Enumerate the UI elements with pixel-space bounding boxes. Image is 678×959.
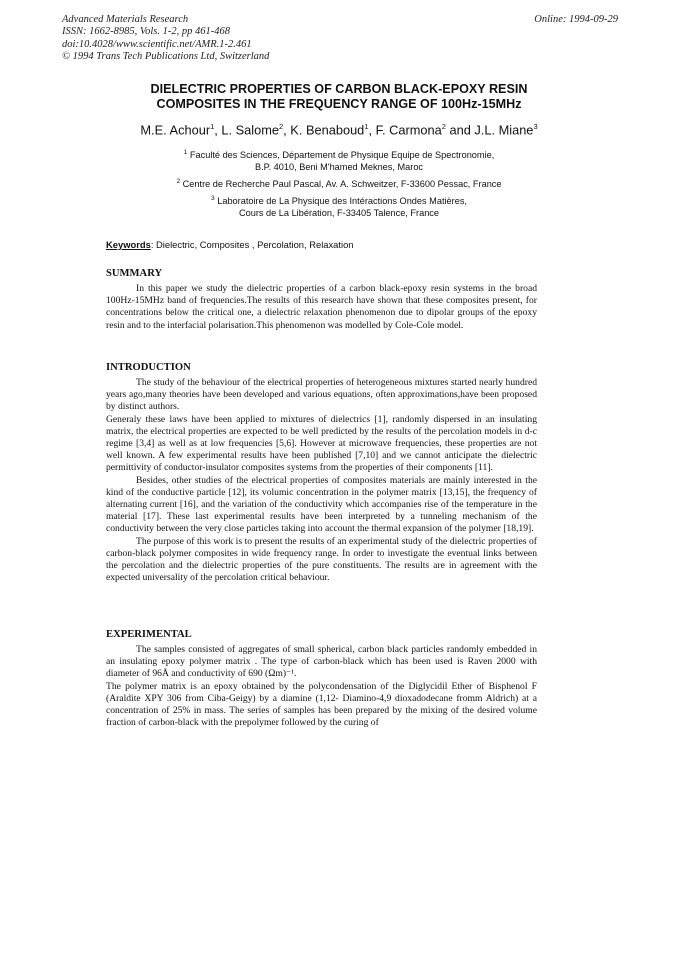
paper-title xyxy=(0,82,678,112)
keywords-label: Keywords xyxy=(106,239,151,250)
experimental-paragraph: The samples consisted of aggregates of small spherical, carbon black particles randomly embedded in an insulating epoxy polymer matrix . The type of carbon-black which has been used is Raven 2000 with diameter of 96Å and conductivity of 690 (Ωm)⁻¹. xyxy=(106,644,537,680)
summary-heading: SUMMARY xyxy=(106,268,163,279)
introduction-paragraph: The study of the behaviour of the electrical properties of heterogeneous mixtures started nearly hundred years ago,many theories have been developed and various equations, often approximations,have been proposed by distinct authors. xyxy=(106,377,537,413)
introduction-paragraph: The purpose of this work is to present the results of an experimental study of the dielectric properties of carbon-black polymer composites in wide frequency range. In order to investigate the eventual links between the percolation and the dielectric properties of the pure constituents. The results are in agreement with the expected universality of the percolation critical behaviour. xyxy=(106,535,537,584)
introduction-paragraph: Besides, other studies of the electrical properties of composites materials are mainly interested in the kind of the conductive particle [12], its volumic concentration in the polymer matrix [13,15], the frequency of alternating current [16], and the variation of the conductivity which accompanies rise of the temperature in the material [17]. These last experimental results have been interpreted by a tunneling mechanism of the conductivity between the very close particles taking into account the thermal expansion of the polymer [18,19]. xyxy=(106,474,537,535)
experimental-paragraph: The polymer matrix is an epoxy obtained by the polycondensation of the Diglycidil Ether of Bisphenol F (Araldite XPY 306 from Ciba-Geigy) by a diamine (1,12- Diamino-4,9 dioxadodecane fromm Aldrich) at a concentration of 25% in mass. The series of samples has been prepared by the mixing of the desired volume fraction of carbon-black with the prepolymer followed by the curing of xyxy=(106,680,537,729)
affiliation-line: Faculté des Sciences, Département de Physique Equipe de Spectronomie, xyxy=(189,150,495,161)
title-line-2: COMPOSITES IN THE FREQUENCY RANGE OF 100Hz-15MHz xyxy=(156,97,522,111)
affiliation-2 xyxy=(0,176,678,190)
summary-section xyxy=(106,283,537,332)
author-separator: , xyxy=(283,122,291,138)
author-name: J.L. Miane xyxy=(474,122,534,138)
journal-name: Advanced Materials Research xyxy=(62,14,189,25)
affiliation-line: Centre de Recherche Paul Pascal, Av. A. Schweitzer, F-33600 Pessac, France xyxy=(182,179,502,190)
keywords xyxy=(106,239,354,250)
issn-line: ISSN: 1662-8985, Vols. 1-2, pp 461-468 xyxy=(62,26,230,38)
affiliation-line: Laboratoire de La Physique des Intéractions Ondes Matières, xyxy=(217,196,467,207)
affiliation-line: B.P. 4010, Beni M'hamed Meknes, Maroc xyxy=(254,162,424,173)
keywords-text: : Dielectric, Composites , Percolation, Relaxation xyxy=(150,239,354,250)
author-name: F. Carmona xyxy=(375,122,442,138)
online-date: Online: 1994-09-29 xyxy=(534,14,618,25)
copyright-line: © 1994 Trans Tech Publications Ltd, Switzerland xyxy=(62,50,270,62)
journal-header xyxy=(62,14,618,63)
author-affiliation-marker: 1 xyxy=(210,122,215,131)
experimental-heading: EXPERIMENTAL xyxy=(106,629,192,640)
summary-paragraph: In this paper we study the dielectric properties of a carbon black-epoxy resin systems in the broad 100Hz-15MHz band of frequencies.The results of this research have shown that these composites present, for concentrations below the critical one, a dielectric relaxation phenomenon due to dipolar groups of the epoxy resin and to the interfacial polarisation.This phenomenon was modelled by Cole-Cole model. xyxy=(106,283,537,331)
author-affiliation-marker: 2 xyxy=(279,122,284,131)
doi-line: doi:10.4028/www.scientific.net/AMR.1-2.461 xyxy=(62,38,252,50)
introduction-heading: INTRODUCTION xyxy=(106,362,191,373)
affiliation-3 xyxy=(0,193,678,219)
author-separator: , xyxy=(368,122,376,138)
author-affiliation-marker: 2 xyxy=(441,122,446,131)
author-list xyxy=(0,122,678,137)
experimental-section xyxy=(106,644,537,729)
author-name: M.E. Achour xyxy=(140,122,211,138)
author-separator: , xyxy=(214,122,222,138)
author-name: L. Salome xyxy=(221,122,279,138)
author-affiliation-marker: 3 xyxy=(533,122,538,131)
affiliation-1 xyxy=(0,147,678,173)
author-conjunction: and xyxy=(445,122,475,138)
author-affiliation-marker: 1 xyxy=(364,122,369,131)
affiliation-line: Cours de La Libération, F-33405 Talence, France xyxy=(238,208,440,219)
introduction-paragraph: Generaly these laws have been applied to mixtures of dielectrics [1], randomly dispersed in an insulating matrix, the electrical properties are expected to be well predicted by the results of the percolation models in d-c regime [3,4] as well as at low frequencies [5,6]. However at microwave frequencies, these properties are not well known. A few experimental results have been published [7,10] and we cannot anticipate the dielectric permittivity of conductor-insulator composites systems from the properties of their components [11]. xyxy=(106,413,537,474)
affiliation-marker: 3 xyxy=(211,195,215,202)
affiliation-marker: 2 xyxy=(176,178,181,185)
author-name: K. Benaboud xyxy=(290,122,365,138)
introduction-section xyxy=(106,377,537,584)
title-line-1: DIELECTRIC PROPERTIES OF CARBON BLACK-EPOXY RESIN xyxy=(150,82,528,96)
affiliation-marker: 1 xyxy=(183,149,188,156)
